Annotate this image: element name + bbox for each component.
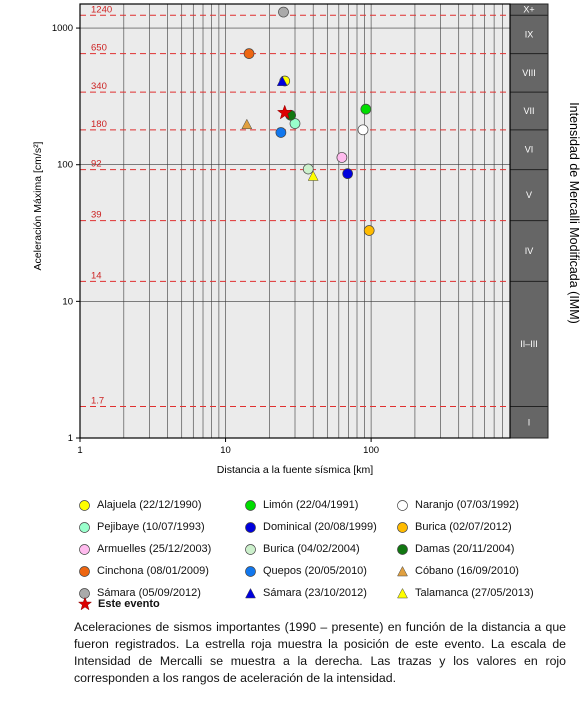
mmi-band-label: X+ [523,4,535,15]
threshold-label: 650 [91,42,107,54]
legend-label: Cóbano (16/09/2010) [415,565,519,577]
data-point [364,226,374,236]
threshold-label: 92 [91,158,102,170]
legend-label: Sámara (05/09/2012) [97,587,201,599]
x-tick-label: 10 [220,445,231,456]
threshold-label: 1.7 [91,395,105,407]
circle-marker-icon [244,521,257,534]
legend-label: Alajuela (22/12/1990) [97,499,202,511]
data-point [244,49,254,59]
legend-marker [398,522,408,532]
legend-label: Naranjo (07/03/1992) [415,499,519,511]
circle-marker-icon [244,499,257,512]
legend-item [244,587,396,600]
legend-marker [246,500,256,510]
legend-item [78,543,244,556]
mmi-band-label: IV [524,245,534,256]
legend-marker [246,522,256,532]
legend-row [78,516,578,538]
y-tick-label: 10 [62,296,73,308]
legend-item [244,499,396,512]
legend-label: Armuelles (25/12/2003) [97,543,212,555]
legend-item [78,521,244,534]
legend-marker [398,544,408,554]
x-tick-label: 100 [363,445,380,456]
red-star-icon [78,597,92,611]
circle-marker-icon [396,499,409,512]
legend-marker [80,500,90,510]
legend-item [396,499,576,512]
y-tick-label: 1000 [51,23,73,35]
y-tick-label: 100 [57,159,73,171]
legend-event [78,597,160,611]
legend-marker [398,566,408,576]
legend-label: Pejibaye (10/07/1993) [97,521,205,533]
triangle-marker-icon [244,587,257,600]
x-axis-label: Distancia a la fuente sísmica [km] [216,464,374,476]
mmi-band-label: IX [524,29,534,40]
threshold-label: 340 [91,81,107,93]
legend-label: Burica (02/07/2012) [415,521,512,533]
legend-marker [246,544,256,554]
data-point [337,152,347,162]
data-point [303,164,313,174]
legend-marker [398,500,408,510]
legend-item [396,565,576,578]
y-tick-label: 1 [67,433,73,444]
data-point [361,104,371,114]
mmi-band-label: VI [524,144,534,155]
legend-marker [246,566,256,576]
legend-item [78,499,244,512]
y-axis-label: Aceleración Máxima [cm/s²] [32,141,44,271]
data-point [278,7,288,17]
legend-label: Talamanca (27/05/2013) [415,587,534,599]
legend-item [244,521,396,534]
legend-marker [80,522,90,532]
mmi-band-label: I [527,417,531,428]
threshold-label: 180 [91,118,107,130]
circle-marker-icon [78,499,91,512]
legend-item [396,543,576,556]
data-point [276,128,286,138]
figure-caption: Aceleraciones de sismos importantes (1990 – presente) en función de la distancia a que fueron registrados. La estrella roja muestra la posición de este evento. La escala de Intensidad de Mercalli se muestra a la derecha. Las trazas y los valores en rojo corresponden a los rangos de aceleración de la intensidad. [74,620,566,685]
legend-row [78,560,578,582]
data-point [358,125,368,135]
mmi-axis-label: Intensidad de Mercalli Modificada (IMM) [567,102,581,324]
legend-label: Quepos (20/05/2010) [263,565,367,577]
legend [78,494,578,604]
x-tick-label: 1 [77,445,83,456]
legend-marker [80,566,90,576]
legend-event-label: Este evento [98,598,160,610]
legend-label: Sámara (23/10/2012) [263,587,367,599]
circle-marker-icon [78,565,91,578]
triangle-marker-icon [396,565,409,578]
legend-row [78,538,578,560]
threshold-label: 1240 [91,4,113,16]
threshold-label: 14 [91,270,102,282]
legend-item [244,543,396,556]
data-point [343,169,353,179]
legend-item [396,521,576,534]
circle-marker-icon [244,565,257,578]
legend-label: Damas (20/11/2004) [415,543,515,555]
legend-item [78,565,244,578]
circle-marker-icon [78,521,91,534]
legend-marker [246,588,256,598]
legend-label: Limón (22/04/1991) [263,499,359,511]
mmi-band-label: II–III [520,338,538,349]
threshold-label: 39 [91,209,102,221]
legend-label: Dominical (20/08/1999) [263,521,377,533]
circle-marker-icon [244,543,257,556]
mmi-band-label: V [525,190,533,201]
circle-marker-icon [78,543,91,556]
triangle-marker-icon [396,587,409,600]
legend-item [396,587,576,600]
mmi-band-label: VII [523,105,535,116]
circle-marker-icon [396,521,409,534]
legend-row [78,494,578,516]
legend-label: Burica (04/02/2004) [263,543,360,555]
legend-marker [80,544,90,554]
legend-label: Cinchona (08/01/2009) [97,565,209,577]
mmi-band-label: VIII [522,67,536,78]
mmi-scale-bar [510,4,548,438]
circle-marker-icon [396,543,409,556]
legend-item [244,565,396,578]
legend-marker [398,588,408,598]
